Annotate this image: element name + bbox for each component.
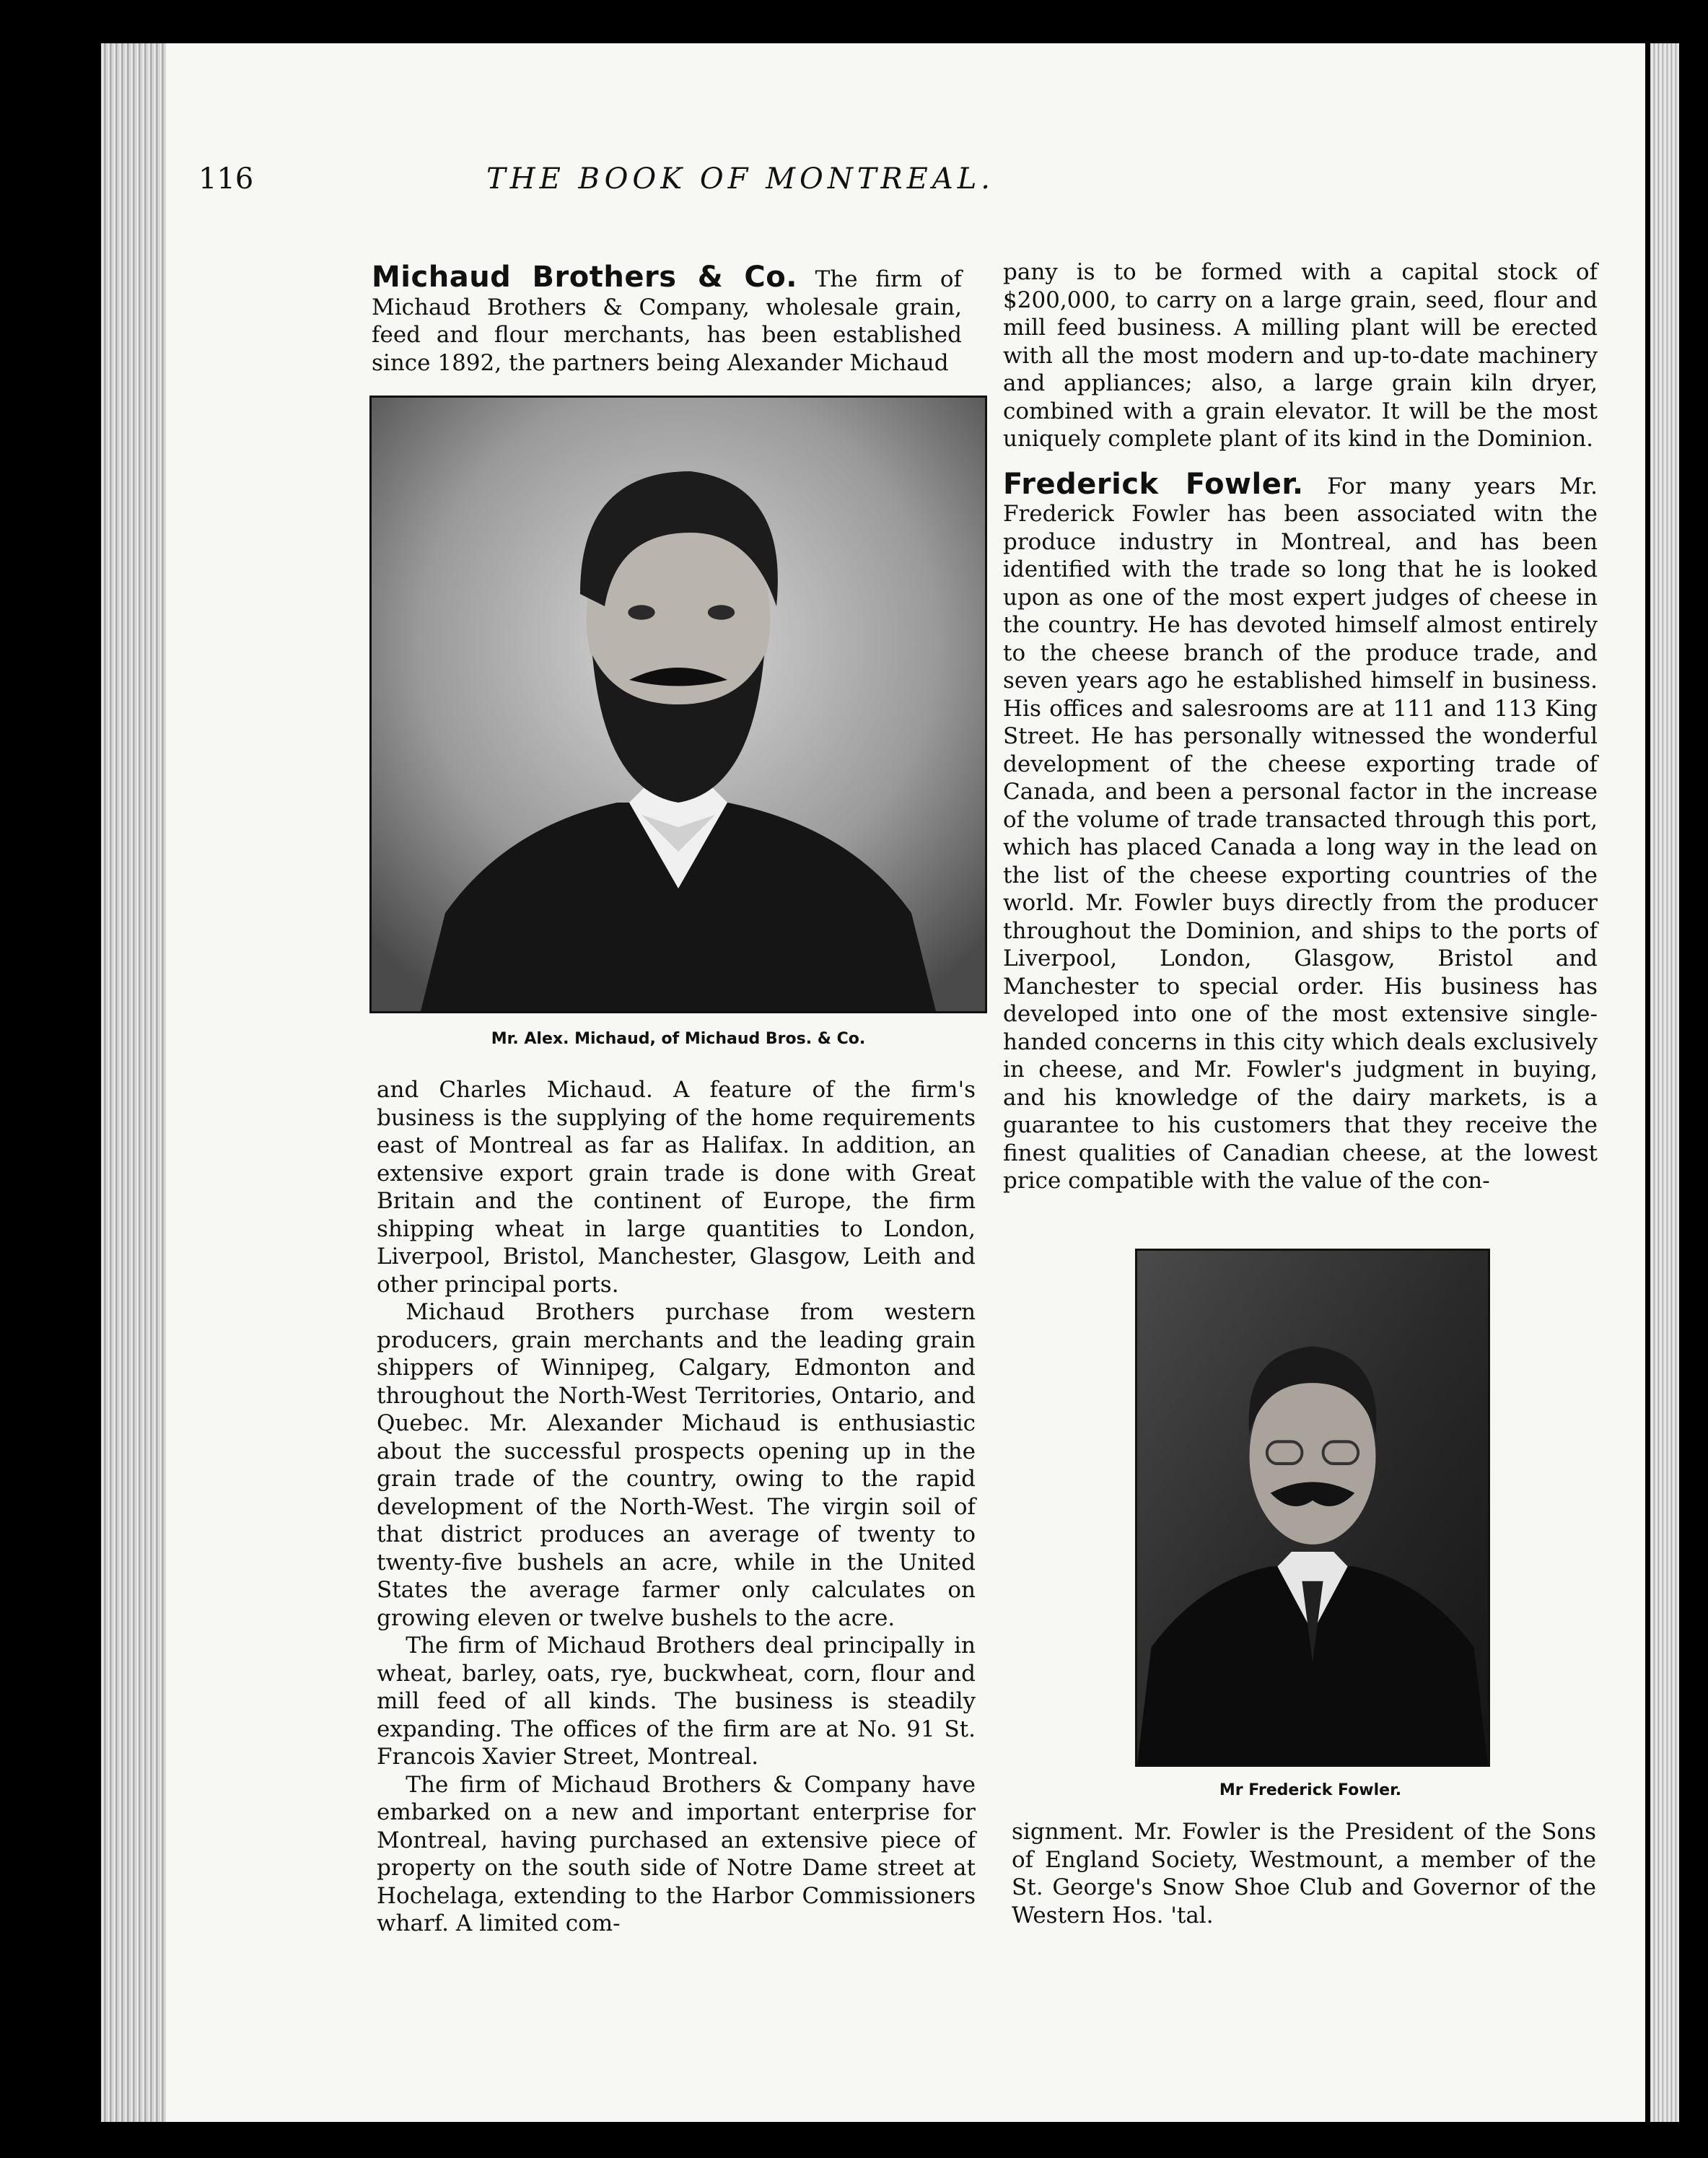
fowler-portrait-photo <box>1135 1249 1490 1767</box>
film-edge-left <box>101 43 166 2122</box>
fowler-paragraph-1 <box>1003 467 1598 1195</box>
fowler-paragraph-1-text: For many years Mr. Frederick Fowler has been associated witn the produce industry in Montreal, and has been identified with the trade so long that he is looked upon as one of the most expert judges of cheese in the country. He has devoted himself almost entirely to the cheese branch of the produce trade, and seven years ago he established himself in business. His offices and salesrooms are at 111 and 113 King Street. He has personally witnessed the wonderful development of the cheese exporting trade of Canada, and been a personal factor in the increase of the volume of trade transacted through this port, which has placed Canada a long way in the lead on the list of the cheese exporting countries of the world. Mr. Fowler buys directly from the producer throughout the Dominion, and ships to the ports of Liverpool, London, Glasgow, Bristol and Manchester to special order. His business has developed into one of the most extensive single-handed concerns in this city which deals exclusively in cheese, and Mr. Fowler's judgment in buying, and his knowledge of the dairy markets, is a guarantee to his customers that they receive the finest qualities of Canadian cheese, at the lowest price compatible with the value of the con- <box>1003 473 1598 1194</box>
michaud-paragraph-3: The firm of Michaud Brothers deal principally in wheat, barley, oats, rye, buckwheat, corn, flour and mill feed of all kinds. The business is steadily expanding. The offices of the firm are at No. 91 St. Francois Xavier Street, Montreal. <box>377 1633 976 1770</box>
book-title: THE BOOK OF MONTREAL. <box>486 162 994 196</box>
fowler-body-continued <box>1012 1818 1596 1929</box>
michaud-paragraph-2: Michaud Brothers purchase from western producers, grain merchants and the leading grain shippers of Winnipeg, Calgary, Edmonton and throughout the North-West Territories, Ontario, and Quebec. Mr. Alexander Michaud is enthusiastic about the successful prospects opening up in the grain trade of the country, owing to the rapid development of the North-West. The virgin soil of that district produces an average of twenty to twenty-five bushels an acre, while in the United States the average farmer only calculates on growing eleven or twelve bushels to the acre. <box>377 1299 976 1631</box>
fowler-paragraph-1-continued: signment. Mr. Fowler is the President of the Sons of England Society, Westmount, a member of the St. George's Snow Shoe Club and Governor of the Western Hos. 'tal. <box>1012 1819 1596 1928</box>
michaud-intro <box>372 263 962 377</box>
film-edge-right <box>1650 43 1679 2122</box>
michaud-paragraph-4-continued: pany is to be formed with a capital stock of $200,000, to carry on a large grain, seed, flour and mill feed business. A milling plant will be erected with all the most modern and up-to-date machinery and appliances; also, a large grain kiln dryer, combined with a grain elevator. It will be the most uniquely complete plant of its kind in the Dominion. <box>1003 259 1598 452</box>
michaud-photo-caption: Mr. Alex. Michaud, of Michaud Bros. & Co. <box>491 1030 866 1048</box>
michaud-paragraph-4: The firm of Michaud Brothers & Company have embarked on a new and important enterprise for Montreal, having purchased an extensive piece of property on the south side of Notre Dame street at Hochelaga, extending to the Harbor Commissioners wharf. A limited com- <box>377 1771 976 1936</box>
michaud-body <box>377 1076 976 1938</box>
michaud-intro-text: The firm of Michaud Brothers & Company, wholesale grain, feed and flour merchants, has been established since 1892, the partners being Alexander Michaud <box>372 266 963 376</box>
michaud-paragraph-1: and Charles Michaud. A feature of the firm's business is the supplying of the home requirements east of Montreal as far as Halifax. In addition, an extensive export grain trade is done with Great Britain and the continent of Europe, the firm shipping wheat in large quantities to London, Liverpool, Bristol, Manchester, Glasgow, Leith and other principal ports. <box>377 1077 976 1298</box>
page-number: 116 <box>198 162 254 196</box>
michaud-intro-paragraph <box>372 263 962 377</box>
right-column-upper <box>1003 258 1598 1195</box>
portrait-photo-icon <box>372 398 985 1011</box>
fowler-photo-caption: Mr Frederick Fowler. <box>1219 1781 1402 1799</box>
michaud-portrait-photo <box>369 396 987 1013</box>
michaud-headline: Michaud Brothers & Co. <box>372 261 797 294</box>
portrait-photo-icon <box>1137 1251 1488 1765</box>
fowler-headline: Frederick Fowler. <box>1003 467 1304 501</box>
